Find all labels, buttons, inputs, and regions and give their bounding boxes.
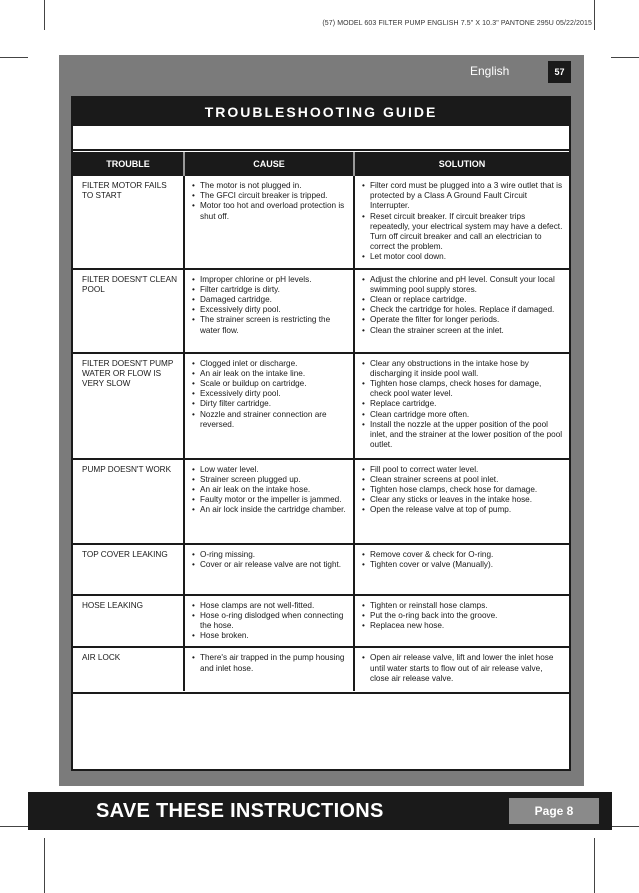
table-row: [73, 176, 569, 269]
list-item: • Clean or replace cartridge.: [362, 295, 563, 305]
language-label: English: [470, 64, 510, 78]
trouble-cell: PUMP DOESN'T WORK: [73, 459, 184, 544]
list-item: • Damaged cartridge.: [192, 295, 347, 305]
list-item: • Install the nozzle at the upper position of the pool inlet, and the strainer at the lower position of the pool outlet.: [362, 420, 563, 451]
table-header-row: [73, 152, 569, 176]
list-item: • Clean the strainer screen at the inlet.: [362, 326, 563, 336]
table-row: [73, 459, 569, 544]
crop-mark: [594, 0, 595, 30]
cause-cell: [184, 544, 354, 595]
list-item: • Hose clamps are not well-fitted.: [192, 601, 347, 611]
list-item: • An air leak on the intake line.: [192, 369, 347, 379]
list-item: • Tighten or reinstall hose clamps.: [362, 601, 563, 611]
column-header-trouble: TROUBLE: [73, 152, 184, 176]
list-item: • Strainer screen plugged up.: [192, 475, 347, 485]
column-header-solution: SOLUTION: [354, 152, 569, 176]
page-label: Page 8: [509, 798, 599, 824]
list-item: • Check the cartridge for holes. Replace if damaged.: [362, 305, 563, 315]
cause-cell: [184, 269, 354, 353]
crop-mark: [611, 826, 639, 827]
list-item: • Replacea new hose.: [362, 621, 563, 631]
list-item: • Hose broken.: [192, 631, 347, 641]
column-header-cause: CAUSE: [184, 152, 354, 176]
list-item: • Filter cord must be plugged into a 3 wire outlet that is protected by a Class A Ground Fault Circuit Interrupter.: [362, 181, 563, 212]
list-item: • Tighten hose clamps, check hoses for damage, check pool water level.: [362, 379, 563, 399]
crop-mark: [611, 57, 639, 58]
crop-mark: [594, 838, 595, 893]
list-item: • An air leak on the intake hose.: [192, 485, 347, 495]
list-item: • Clogged inlet or discharge.: [192, 359, 347, 369]
list-item: • O-ring missing.: [192, 550, 347, 560]
trouble-cell: HOSE LEAKING: [73, 595, 184, 648]
list-item: • An air lock inside the cartridge chamber.: [192, 505, 347, 515]
list-item: • Faulty motor or the impeller is jammed.: [192, 495, 347, 505]
solution-cell: [354, 595, 569, 648]
table-row: [73, 595, 569, 648]
list-item: • Clean cartridge more often.: [362, 410, 563, 420]
list-item: • Dirty filter cartridge.: [192, 399, 347, 409]
print-info-line: (57) MODEL 603 FILTER PUMP ENGLISH 7.5" X 10.3" PANTONE 295U 05/22/2015: [322, 20, 592, 27]
crop-mark: [0, 57, 28, 58]
solution-cell: [354, 459, 569, 544]
list-item: • Nozzle and strainer connection are reversed.: [192, 410, 347, 430]
list-item: • Improper chlorine or pH levels.: [192, 275, 347, 285]
list-item: • The motor is not plugged in.: [192, 181, 347, 191]
crop-mark: [44, 0, 45, 30]
table-bottom-rule: [73, 692, 569, 694]
list-item: • Excessively dirty pool.: [192, 389, 347, 399]
solution-cell: [354, 353, 569, 459]
solution-cell: [354, 647, 569, 691]
cause-cell: [184, 647, 354, 691]
trouble-cell: FILTER DOESN'T CLEAN POOL: [73, 269, 184, 353]
footer-bar: [28, 792, 612, 830]
list-item: • Open air release valve, lift and lower the inlet hose until water starts to flow out of air release valve, close air release valve.: [362, 653, 563, 684]
guide-blank-strip: [73, 126, 569, 151]
list-item: • Let motor cool down.: [362, 252, 563, 262]
list-item: • Low water level.: [192, 465, 347, 475]
list-item: • Filter cartridge is dirty.: [192, 285, 347, 295]
list-item: • Clear any obstructions in the intake hose by discharging it inside pool wall.: [362, 359, 563, 379]
list-item: • Adjust the chlorine and pH level. Consult your local swimming pool supply stores.: [362, 275, 563, 295]
list-item: • The strainer screen is restricting the water flow.: [192, 315, 347, 335]
list-item: • Cover or air release valve are not tight.: [192, 560, 347, 570]
trouble-cell: TOP COVER LEAKING: [73, 544, 184, 595]
page-number-badge: 57: [548, 61, 571, 83]
list-item: • Reset circuit breaker. If circuit breaker trips repeatedly, your electrical system may have a defect. Turn off circuit breaker and call an electrician to correct the problem.: [362, 212, 563, 253]
cause-cell: [184, 176, 354, 269]
solution-cell: [354, 544, 569, 595]
cause-cell: [184, 353, 354, 459]
trouble-cell: FILTER DOESN'T PUMP WATER OR FLOW IS VERY SLOW: [73, 353, 184, 459]
troubleshooting-guide: [71, 96, 571, 771]
list-item: • Fill pool to correct water level.: [362, 465, 563, 475]
trouble-cell: FILTER MOTOR FAILS TO START: [82, 181, 167, 201]
solution-cell: [354, 176, 569, 269]
table-row: [73, 353, 569, 459]
list-item: • Open the release valve at top of pump.: [362, 505, 563, 515]
guide-title: TROUBLESHOOTING GUIDE: [73, 98, 569, 126]
solution-cell: [354, 269, 569, 353]
list-item: • Remove cover & check for O-ring.: [362, 550, 563, 560]
list-item: • Clean strainer screens at pool inlet.: [362, 475, 563, 485]
list-item: • Motor too hot and overload protection is shut off.: [192, 201, 347, 221]
list-item: • Replace cartridge.: [362, 399, 563, 409]
table-row: [73, 269, 569, 353]
list-item: • Scale or buildup on cartridge.: [192, 379, 347, 389]
list-item: • The GFCI circuit breaker is tripped.: [192, 191, 347, 201]
table-row: [73, 647, 569, 691]
list-item: • Tighten cover or valve (Manually).: [362, 560, 563, 570]
crop-mark: [0, 826, 28, 827]
list-item: • Put the o-ring back into the groove.: [362, 611, 563, 621]
list-item: • There's air trapped in the pump housing and inlet hose.: [192, 653, 347, 673]
trouble-cell: AIR LOCK: [73, 647, 184, 691]
troubleshooting-table: [73, 152, 569, 691]
cause-cell: [184, 459, 354, 544]
list-item: • Excessively dirty pool.: [192, 305, 347, 315]
list-item: • Hose o-ring dislodged when connecting the hose.: [192, 611, 347, 631]
table-row: [73, 544, 569, 595]
save-instructions-text: SAVE THESE INSTRUCTIONS: [96, 799, 384, 822]
crop-mark: [44, 838, 45, 893]
list-item: • Clear any sticks or leaves in the intake hose.: [362, 495, 563, 505]
cause-cell: [184, 595, 354, 648]
list-item: • Operate the filter for longer periods.: [362, 315, 563, 325]
list-item: • Tighten hose clamps, check hose for damage.: [362, 485, 563, 495]
